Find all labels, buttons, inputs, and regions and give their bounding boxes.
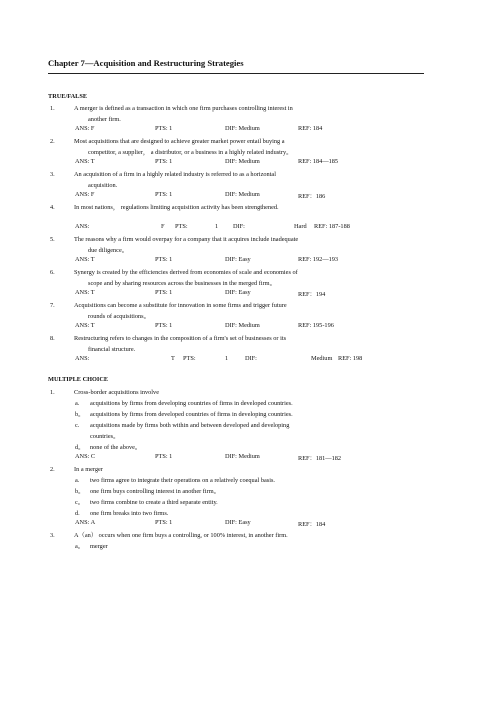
- question-number: 4.: [50, 204, 55, 211]
- points-label: PTS:: [175, 223, 188, 230]
- question-number: 3.: [50, 532, 55, 539]
- answer-key: ANS: C: [75, 453, 96, 460]
- points: PTS: 1: [155, 256, 173, 263]
- points-label: PTS:: [183, 355, 196, 362]
- answer-key: ANS: T: [75, 158, 95, 165]
- option-text: merger: [90, 543, 108, 550]
- question-text: Restructuring refers to changes in the composition of a firm's set of businesses or its: [74, 335, 287, 342]
- mc-question-1: [50, 387, 434, 398]
- tf-question-3: [50, 169, 434, 191]
- difficulty: DIF: Medium: [225, 158, 260, 165]
- page-reference: REF: 198: [338, 355, 363, 362]
- mc-option-a: [75, 541, 435, 552]
- question-number: 5.: [50, 236, 55, 243]
- option-text: none of the above。: [90, 444, 142, 451]
- tf-question-1: [50, 103, 434, 125]
- option-text: one firm breaks into two firms.: [90, 510, 169, 517]
- title-divider: [48, 73, 424, 74]
- question-text-continued: rounds of acquisitions。: [88, 313, 150, 320]
- tf-question-8: [50, 333, 434, 355]
- question-stem: Cross-border acquisitions involve: [74, 389, 159, 396]
- option-text: two firms agree to integrate their operations on a relatively coequal basis.: [90, 477, 275, 484]
- question-text: A merger is defined as a transaction in which one firm purchases controlling interest in: [74, 105, 293, 112]
- points: 1: [225, 355, 229, 362]
- answer-label: ANS:: [75, 223, 90, 230]
- question-number: 8.: [50, 335, 55, 342]
- question-stem: In a merger: [74, 466, 103, 473]
- difficulty: DIF: Easy: [225, 289, 251, 296]
- question-number: 2.: [50, 466, 55, 473]
- option-text: acquisitions made by firms both within and between developed and developing: [90, 422, 290, 429]
- page-reference: REF: 195-196: [298, 322, 334, 329]
- page-reference: REF: 192—193: [298, 256, 339, 263]
- difficulty-label: DIF:: [233, 223, 245, 230]
- mc-option-b: [75, 409, 435, 420]
- question-stem: A（an） occurs when one firm buys a controlling, or 100% interest, in another firm.: [74, 532, 288, 539]
- points: PTS: 1: [155, 322, 173, 329]
- answer-label: ANS:: [75, 355, 90, 362]
- option-text-continued: countries。: [90, 433, 120, 440]
- option-letter: a.: [75, 400, 80, 407]
- option-letter: c.: [75, 422, 80, 429]
- question-number: 3.: [50, 171, 55, 178]
- option-text: two firms combine to create a third separate entity.: [90, 499, 218, 506]
- question-text: In most nations， regulations limiting acquisition activity has been strengthened.: [74, 204, 279, 211]
- mc-option-d: [75, 508, 435, 519]
- mc-option-c: [75, 420, 435, 442]
- answer-key: ANS: F: [75, 191, 95, 198]
- page-reference: REF：186: [298, 193, 326, 200]
- option-letter: c。: [75, 499, 85, 506]
- difficulty-label: DIF:: [245, 355, 257, 362]
- page-reference: REF: 184—185: [298, 158, 339, 165]
- question-text-continued: due diligence。: [88, 247, 129, 254]
- option-text: one firm buys controlling interest in another firm。: [90, 488, 220, 495]
- option-letter: b。: [75, 411, 85, 418]
- page-reference: REF: 184: [298, 125, 323, 132]
- tf-question-6: [50, 267, 434, 289]
- question-text: The reasons why a firm would overpay for a company that it acquires include inadequate: [74, 236, 299, 243]
- difficulty: DIF: Easy: [225, 256, 251, 263]
- mc-option-b: [75, 486, 435, 497]
- answer-key: F: [161, 223, 165, 230]
- points: PTS: 1: [155, 453, 173, 460]
- mc-question-3: [50, 530, 434, 541]
- points: PTS: 1: [155, 289, 173, 296]
- difficulty: DIF: Easy: [225, 519, 251, 526]
- difficulty: Medium: [311, 355, 333, 362]
- mc-option-a: [75, 475, 435, 486]
- question-number: 2.: [50, 138, 55, 145]
- mc-option-d: [75, 442, 435, 453]
- question-text-continued: acquisition.: [88, 182, 118, 189]
- question-number: 6.: [50, 269, 55, 276]
- difficulty: DIF: Medium: [225, 453, 260, 460]
- option-letter: d。: [75, 444, 85, 451]
- question-text-continued: competitor, a supplier， a distributor, or a business in a highly related industry。: [88, 149, 293, 156]
- points: PTS: 1: [155, 519, 173, 526]
- option-text: acquisitions by firms from developing countries of firms in developed countries.: [90, 400, 293, 407]
- option-letter: a。: [75, 543, 85, 550]
- mc-option-a: [75, 398, 435, 409]
- question-text-continued: financial structure.: [88, 346, 136, 353]
- difficulty: Hard: [294, 223, 307, 230]
- page-reference: REF: 187-188: [314, 223, 350, 230]
- answer-key: ANS: F: [75, 125, 95, 132]
- tf-question-2: [50, 136, 434, 158]
- answer-key: ANS: A: [75, 519, 96, 526]
- page-reference: REF：181—182: [298, 455, 342, 462]
- option-letter: b。: [75, 488, 85, 495]
- points: PTS: 1: [155, 158, 173, 165]
- difficulty: DIF: Medium: [225, 322, 260, 329]
- question-text: Synergy is created by the efficiencies derived from economies of scale and economies of: [74, 269, 298, 276]
- question-text: An acquisition of a firm in a highly related industry is referred to as a horizontal: [74, 171, 276, 178]
- points: 1: [215, 223, 219, 230]
- section-heading-true-false: TRUE/FALSE: [48, 93, 88, 100]
- mc-option-c: [75, 497, 435, 508]
- answer-key: ANS: T: [75, 256, 95, 263]
- section-heading-multiple-choice: MULTIPLE CHOICE: [48, 376, 109, 383]
- answer-key: ANS: T: [75, 289, 95, 296]
- points: PTS: 1: [155, 125, 173, 132]
- page-reference: REF：194: [298, 291, 326, 298]
- question-number: 7.: [50, 302, 55, 309]
- question-number: 1.: [50, 105, 55, 112]
- question-text-continued: another firm.: [88, 116, 121, 123]
- page-reference: REF：184: [298, 521, 326, 528]
- option-letter: d.: [75, 510, 80, 517]
- option-text: acquisitions by firms from developed countries of firms in developing countries.: [90, 411, 293, 418]
- question-text: Most acquisitions that are designed to achieve greater market power entail buying a: [74, 138, 285, 145]
- page-title: Chapter 7—Acquisition and Restructuring Strategies: [48, 58, 244, 68]
- option-letter: a.: [75, 477, 80, 484]
- tf-question-7: [50, 300, 434, 322]
- tf-question-4: [50, 202, 434, 213]
- question-text-continued: scope and by sharing resources across the businesses in the merged firm。: [88, 280, 276, 287]
- difficulty: DIF: Medium: [225, 125, 260, 132]
- question-number: 1.: [50, 389, 55, 396]
- points: PTS: 1: [155, 191, 173, 198]
- mc-question-2: [50, 464, 434, 475]
- answer-key: ANS: T: [75, 322, 95, 329]
- tf-question-5: [50, 234, 434, 256]
- answer-key: T: [171, 355, 175, 362]
- difficulty: DIF: Medium: [225, 191, 260, 198]
- question-text: Acquisitions can become a substitute for innovation in some firms and trigger future: [74, 302, 287, 309]
